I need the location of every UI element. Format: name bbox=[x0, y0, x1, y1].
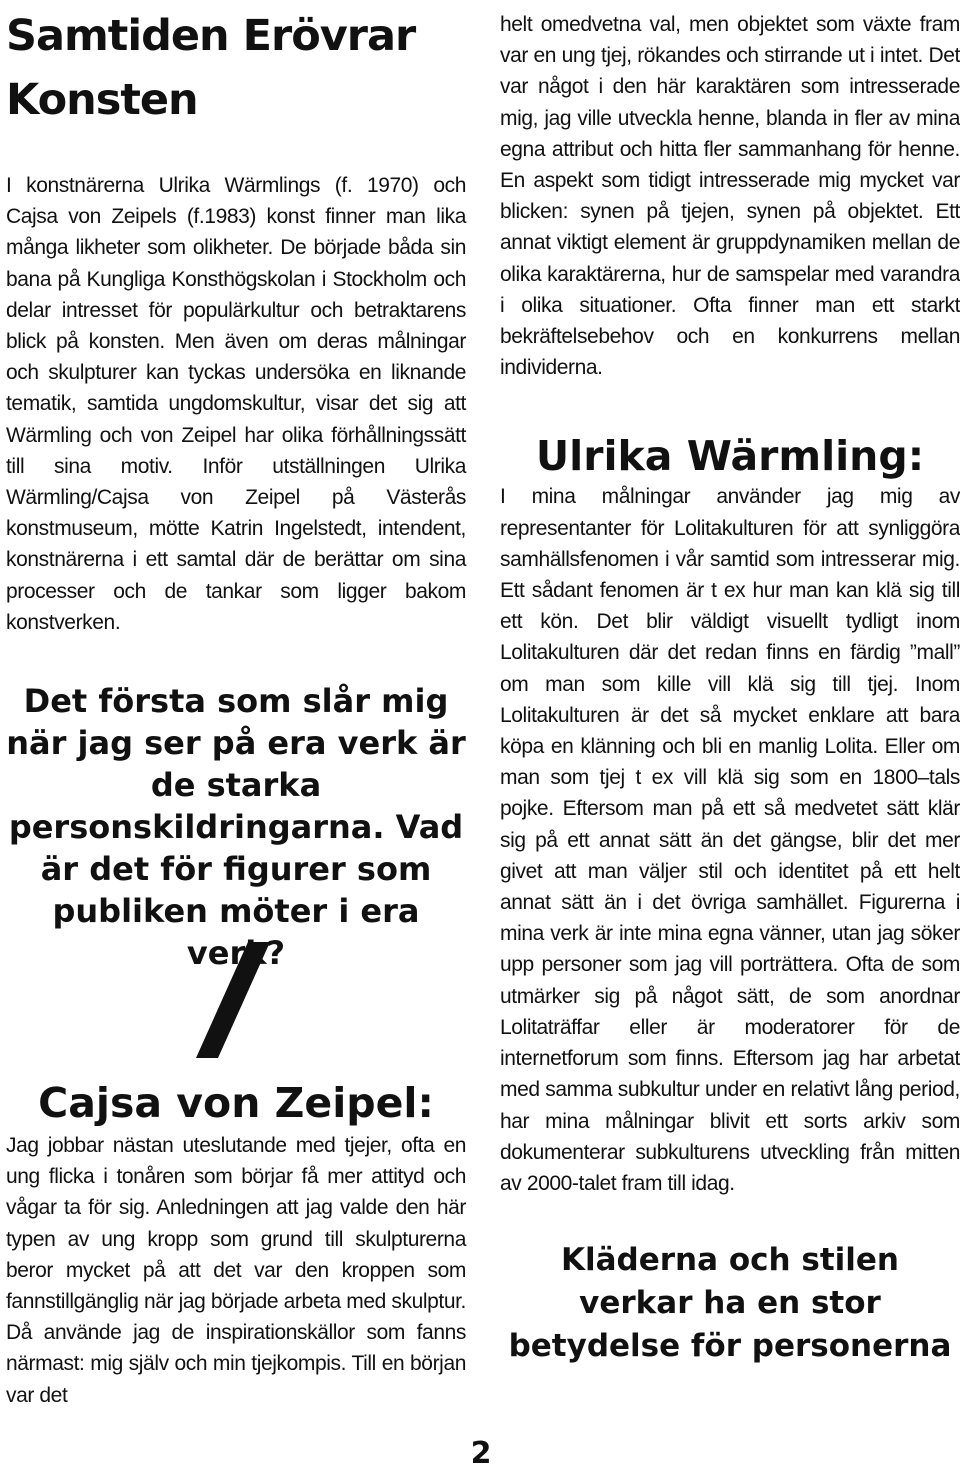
interview-question-1: Det första som slår mig när jag ser på era verk är de starka personskildringarna. Vad är det för figurer som publiken möter i era verk? bbox=[6, 682, 466, 973]
cajsa-section bbox=[6, 1078, 466, 1411]
right-column bbox=[500, 0, 960, 1368]
ulrika-heading: Ulrika Wärmling: bbox=[535, 432, 925, 481]
article-title: Samtiden Erövrar Konsten bbox=[6, 11, 416, 125]
cajsa-heading: Cajsa von Zeipel: bbox=[38, 1079, 434, 1127]
page-number: 2 bbox=[470, 1436, 492, 1471]
slash-divider-icon bbox=[178, 940, 288, 1060]
intro-paragraph: I konstnärerna Ulrika Wärmlings (f. 1970) och Cajsa von Zeipels (f.1983) konst finner man lika många likheter som olikheter. De började båda sin bana på Kungliga Konsthögskolan i Stockholm och delar intresset för populärkultur och betraktarens blick på konsten. Men även om deras målningar och skulpturer kan tyckas undersöka en liknande tematik, samtida ungdomskultur, visar det sig att Wärmling och von Zeipel har olika förhållningssätt till sina motiv. Inför utställningen Ulrika Wärmling/Cajsa von Zeipel på Västerås konstmuseum, mötte Katrin Ingelstedt, intendent, konstnärerna i ett samtal där de berättar om sina processer och de tankar som ligger bakom konstverken. bbox=[6, 174, 466, 634]
cajsa-answer: Jag jobbar nästan uteslutande med tjejer, ofta en ung flicka i tonåren som börjar få mer attityd och vågar ta för sig. Anledningen att jag valde den här typen av ung kropp som grund till skulpturerna beror mycket på att det var den kroppen som fannstillgänglig när jag började arbeta med skulptur. Då använde jag de inspirationskällor som fanns närmast: mig själv och min tjejkompis. Till en början var det bbox=[6, 1134, 466, 1407]
left-column bbox=[6, 0, 466, 974]
cajsa-answer-continued: helt omedvetna val, men objektet som växte fram var en ung tjej, rökandes och stirrande ut i intet. Det var något i den här karaktären som intresserade mig, jag ville utveckla henne, blanda in fler av mina egna attribut och hitta fler sammanhang för henne. En aspekt som tidigt intresserade mig mycket var blicken: synen på tjejen, synen på objektet. Ett annat viktigt element är gruppdynamiken mellan de olika karaktärerna, hur de samspelar med varandra i olika situationer. Ofta finner man ett starkt bekräftelsebehov och en konkurrens mellan individerna. bbox=[500, 13, 960, 380]
ulrika-answer: I mina målningar använder jag mig av representanter för Lolitakulturen för att synliggöra samhällsfenomen i vår samtid som intresserar mig. Ett sådant fenomen är t ex hur man kan klä sig till ett kön. Det blir väldigt visuellt tydligt inom Lolitakulturen där det redan finns en färdig ”mall” om man som kille vill klä sig till tjej. Inom Lolitakulturen är det så mycket enklare att bara köpa en klänning och bli en manlig Lolita. Eller om man som tjej t ex vill klä sig som en 1800–tals pojke. Eftersom man på ett så medvetet sätt klär sig på ett annat sätt än det gängse, blir det mer givet att man väljer stil och identitet på ett helt annat sätt än i det övriga samhället. Figurerna i mina verk är inte mina egna vänner, utan jag söker upp personer som jag vill porträttera. Ofta de som utmärker sig på något sätt, de som anordnar Lolitaträffar eller är moderatorer för de internetforum som finns. Eftersom jag har arbetat med samma subkultur under en relativt lång period, har mina målningar blivit ett sorts arkiv som dokumenterar subkulturens utveckling från mitten av 2000-talet fram till idag. bbox=[500, 485, 960, 1195]
interview-question-2: Kläderna och stilen verkar ha en stor betydelse för personerna bbox=[508, 1242, 952, 1365]
